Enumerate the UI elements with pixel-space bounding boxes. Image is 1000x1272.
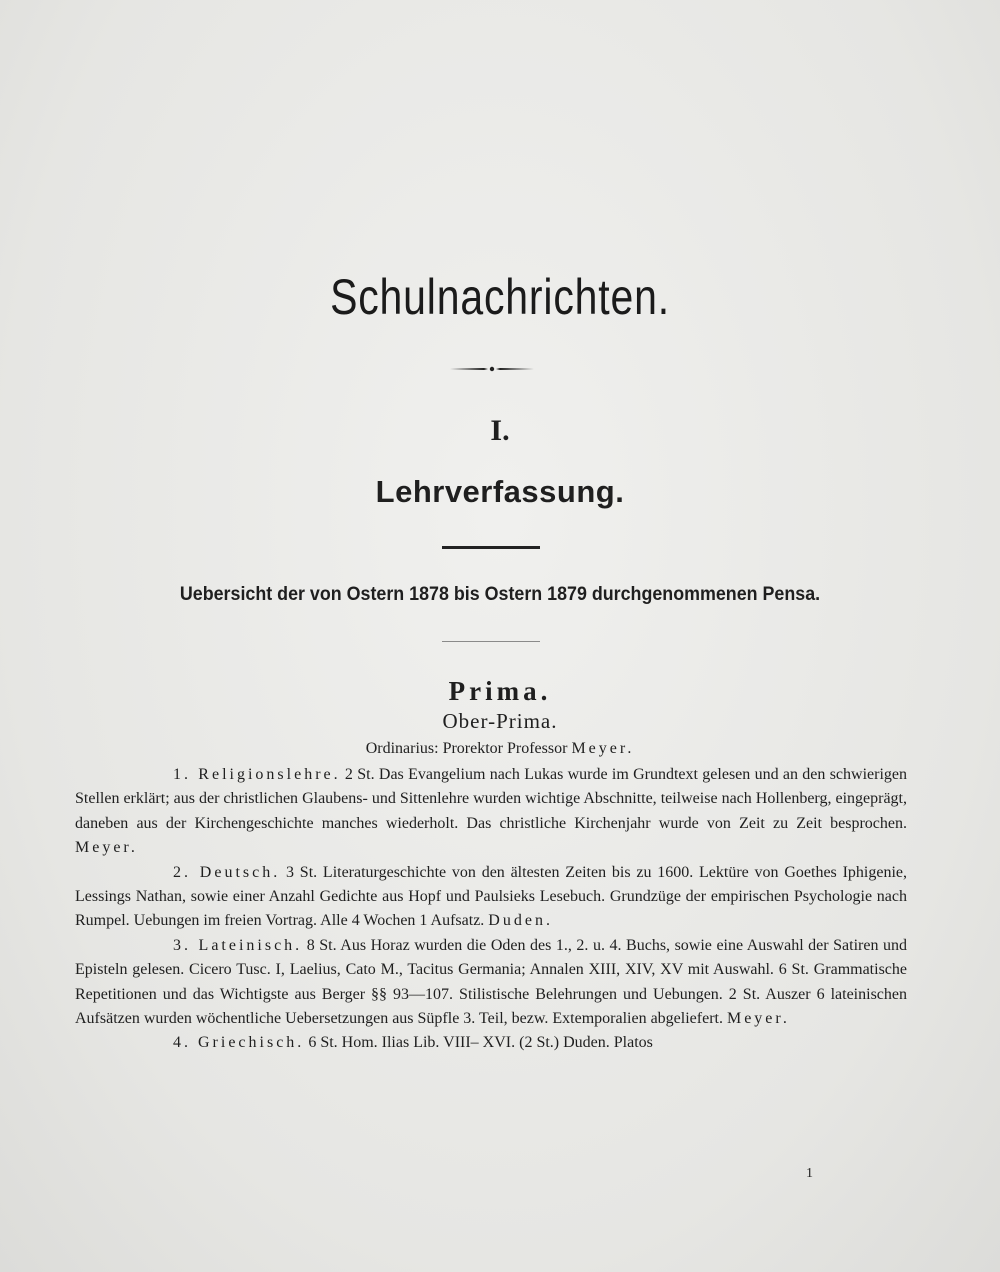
ordinarius-name: Meyer.: [571, 740, 635, 757]
class-title: Prima.: [448, 676, 552, 706]
subject-paragraph: [75, 1031, 907, 1055]
subclass-title: Ober-Prima.: [442, 709, 558, 733]
subject-trailing: Platos: [609, 1034, 653, 1052]
ornament-divider: [450, 364, 534, 374]
subject-label: 2. Deutsch.: [173, 863, 281, 881]
thin-rule: [442, 641, 540, 642]
subject-label: 3. Lateinisch.: [173, 936, 303, 954]
chapter-number: I.: [490, 414, 510, 447]
ordinarius-prefix: Ordinarius: Prorektor Professor: [365, 740, 568, 757]
subject-paragraph: [75, 861, 907, 934]
subject-paragraph: [75, 763, 907, 861]
page-title: Schulnachrichten.: [330, 269, 670, 325]
ordinarius-line: [0, 740, 1000, 758]
subject-teacher: Duden.: [563, 1034, 610, 1052]
subject-label: 4. Griechisch.: [173, 1034, 305, 1052]
heading-rule: [442, 546, 540, 549]
subject-teacher: Meyer.: [726, 1010, 790, 1028]
subject-teacher: Meyer.: [75, 839, 138, 857]
section-subtitle: Uebersicht der von Ostern 1878 bis Ostern 1879 durchgenommenen Pensa.: [179, 584, 821, 605]
subject-text: 6 St. Hom. Ilias Lib. VIII– XVI. (2 St.): [304, 1034, 564, 1052]
subject-text: 8 St. Aus Horaz wurden die Oden des 1., 2. u. 4. Buchs, sowie eine Auswahl der Satiren und Episteln gelesen. Cicero Tusc. I, Laelius, Cato M., Tacitus Germania; Annalen XIII, XIV, XV mit Auswahl. 6 St. Grammatische Repetitionen und das Wichtigste aus Berger §§ 93—107. Stilistische Belehrungen und Uebungen. 2 St. Auszer 6 lateinischen Aufsätzen wurden wöchentliche Uebersetzungen aus Süpfle 3. Teil, bezw. Extemporalien abgeliefert.: [75, 936, 907, 1028]
subject-text: 3 St. Literaturgeschichte von den ältesten Zeiten bis zu 1600. Lektüre von Goethes Iphigenie, Lessings Nathan, sowie einer Anzahl Gedichte aus Hopf und Paulsieks Lesebuch. Grundzüge der empirischen Psychologie nach Rumpel. Uebungen im freien Vortrag. Alle 4 Wochen 1 Aufsatz.: [75, 863, 907, 930]
subject-paragraph: [75, 934, 907, 1032]
subject-label: 1. Religionslehre.: [173, 766, 341, 783]
subject-teacher: Duden.: [488, 912, 553, 930]
page-number: 1: [806, 1166, 813, 1181]
section-title: Lehrverfassung.: [375, 474, 625, 509]
curriculum-body: [75, 763, 907, 1056]
subject-text: 2 St. Das Evangelium nach Lukas wurde im Grundtext gelesen und an den schwierigen Stellen erklärt; aus der christlichen Glaubens- und Sittenlehre wurden wichtige Abschnitte, teilweise nach Hollenberg, eingeprägt, daneben aus der Kirchengeschichte manches wiederholt. Das christliche Kirchenjahr wurde von Zeit zu Zeit besprochen.: [75, 766, 908, 832]
